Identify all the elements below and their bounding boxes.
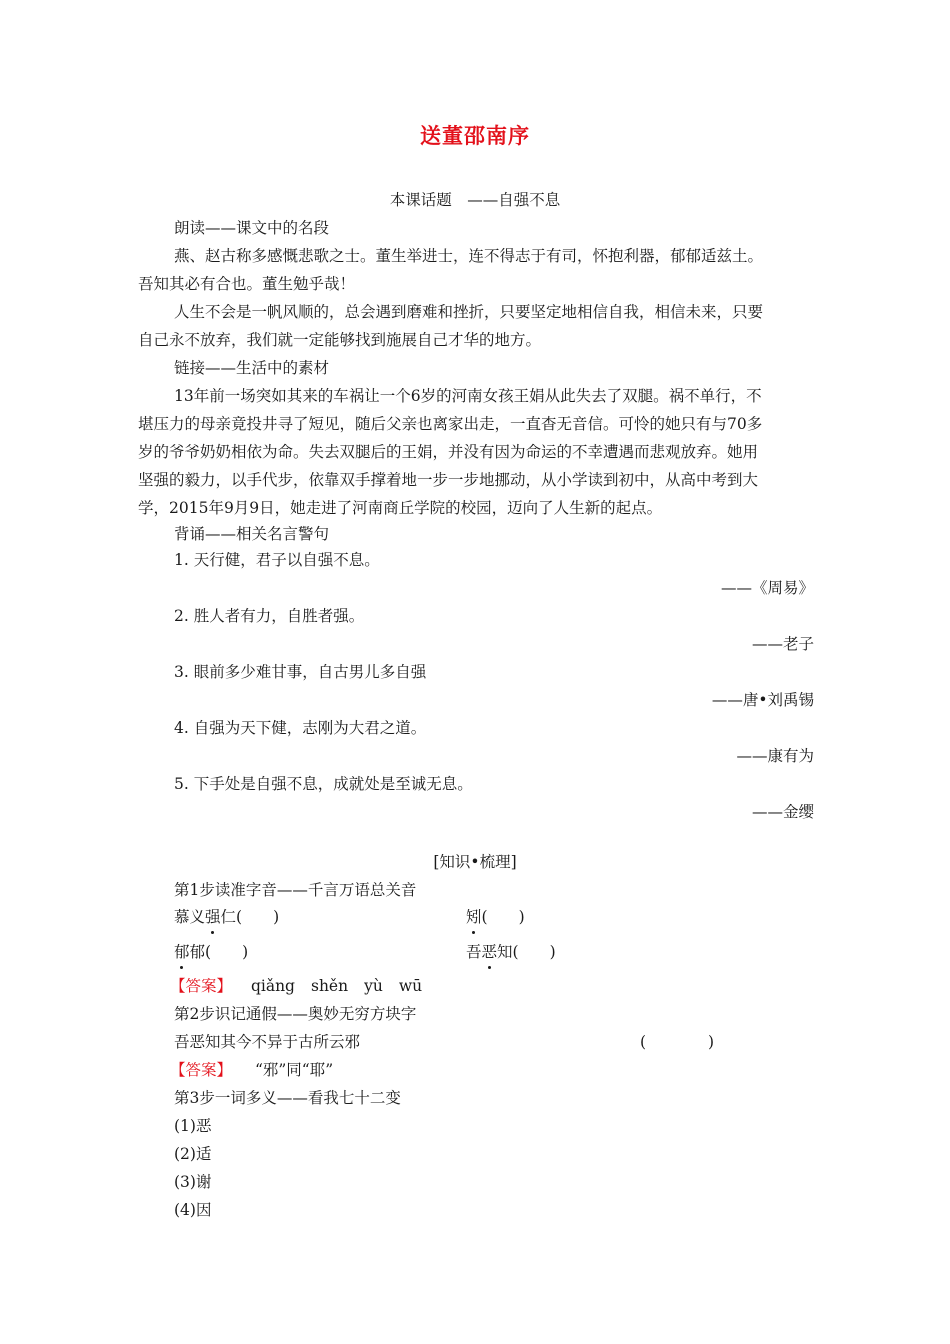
item-text: ( ) (481, 908, 525, 926)
quote-text: 1. 天行健，君子以自强不息。 (174, 551, 380, 569)
step3-heading: 第3步一词多义——看我七十二变 (174, 1089, 401, 1107)
link-paragraph-line: 岁的爷爷奶奶相依为命。失去双腿后的王娟，并没有因为命运的不幸遭遇而悲观放弃。她用 (138, 443, 759, 461)
emphasis-char: 郁 (174, 938, 190, 966)
pronunciation-item (466, 938, 556, 966)
emphasis-char: 恶 (482, 938, 498, 966)
item-text: 吾 (466, 943, 482, 961)
knowledge-heading: [知识•梳理] (433, 853, 517, 871)
answer-line (170, 1056, 333, 1084)
answer-pinyin (251, 977, 438, 995)
pronunciation-item (174, 903, 279, 931)
link-heading: 链接——生活中的素材 (174, 359, 330, 377)
answer-label: 【答案】 (170, 977, 233, 995)
step3-item: (3)谢 (174, 1173, 212, 1191)
link-paragraph-line: 学，2015年9月9日，她走进了河南商丘学院的校园，迈向了人生新的起点。 (138, 499, 663, 517)
quote-text: 3. 眼前多少难甘事，自古男儿多自强 (174, 663, 427, 681)
link-paragraph-line: 坚强的毅力，以手代步，依靠双手撑着地一步一步地挪动，从小学读到初中，从高中考到大 (138, 471, 759, 489)
reading-paragraph-2-line-2: 自己永不放弃，我们就一定能够找到施展自己才华的地方。 (138, 331, 542, 349)
step3-item: (4)因 (174, 1201, 212, 1219)
recite-heading: 背诵——相关名言警句 (174, 525, 330, 543)
quote-text: 5. 下手处是自强不息，成就处是至诚无息。 (174, 775, 473, 793)
item-text: 郁( ) (189, 943, 249, 961)
pinyin-item: shěn (310, 977, 349, 995)
answer-label: 【答案】 (170, 1061, 233, 1079)
reading-paragraph-2-line-1: 人生不会是一帆风顺的，总会遇到磨难和挫折，只要坚定地相信自我，相信未来，只要 (174, 303, 764, 321)
answer-line (170, 972, 438, 1000)
pronunciation-item (466, 903, 525, 931)
quote-source: ——康有为 (736, 747, 814, 765)
page-title: 送董邵南序 (420, 123, 530, 148)
item-text: 慕义 (174, 908, 206, 926)
reading-paragraph-1-line-1: 燕、赵古称多感慨悲歌之士。董生举进士，连不得志于有司，怀抱利器，郁郁适兹土。 (174, 247, 764, 265)
link-paragraph-line: 13年前一场突如其来的车祸让一个6岁的河南女孩王娟从此失去了双腿。祸不单行，不 (174, 387, 762, 405)
emphasis-char: 强 (205, 903, 221, 931)
item-text: 知( ) (497, 943, 556, 961)
pinyin-item: wū (398, 977, 423, 995)
topic-line: 本课话题 ——自强不息 (389, 191, 561, 209)
answer-text: “邪”同“耶” (254, 1061, 334, 1079)
pronunciation-item (174, 938, 248, 966)
step1-heading: 第1步读准字音——千言万语总关音 (174, 881, 417, 899)
pinyin-item: qiǎng (250, 977, 295, 995)
item-text: 仁( ) (220, 908, 280, 926)
emphasis-char: 矧 (466, 903, 482, 931)
step3-item: (2)适 (174, 1145, 212, 1163)
pinyin-item: yù (364, 977, 383, 995)
quote-text: 4. 自强为天下健，志刚为大君之道。 (174, 719, 427, 737)
quote-source: ——老子 (751, 635, 814, 653)
quote-source: ——《周易》 (720, 579, 814, 597)
reading-paragraph-1-line-2: 吾知其必有合也。董生勉乎哉！ (138, 275, 356, 293)
step3-item: (1)恶 (174, 1117, 212, 1135)
answer-blank: ( ) (640, 1033, 715, 1051)
step2-heading: 第2步识记通假——奥妙无穷方块字 (174, 1005, 417, 1023)
quote-text: 2. 胜人者有力，自胜者强。 (174, 607, 365, 625)
reading-heading: 朗读——课文中的名段 (174, 219, 330, 237)
step2-sentence: 吾恶知其今不异于古所云邪 (174, 1033, 361, 1051)
link-paragraph-line: 堪压力的母亲竟投井寻了短见，随后父亲也离家出走，一直杳无音信。可怜的她只有与70多 (138, 415, 763, 433)
quote-source: ——唐•刘禹锡 (711, 691, 814, 709)
quote-source: ——金缨 (751, 803, 814, 821)
